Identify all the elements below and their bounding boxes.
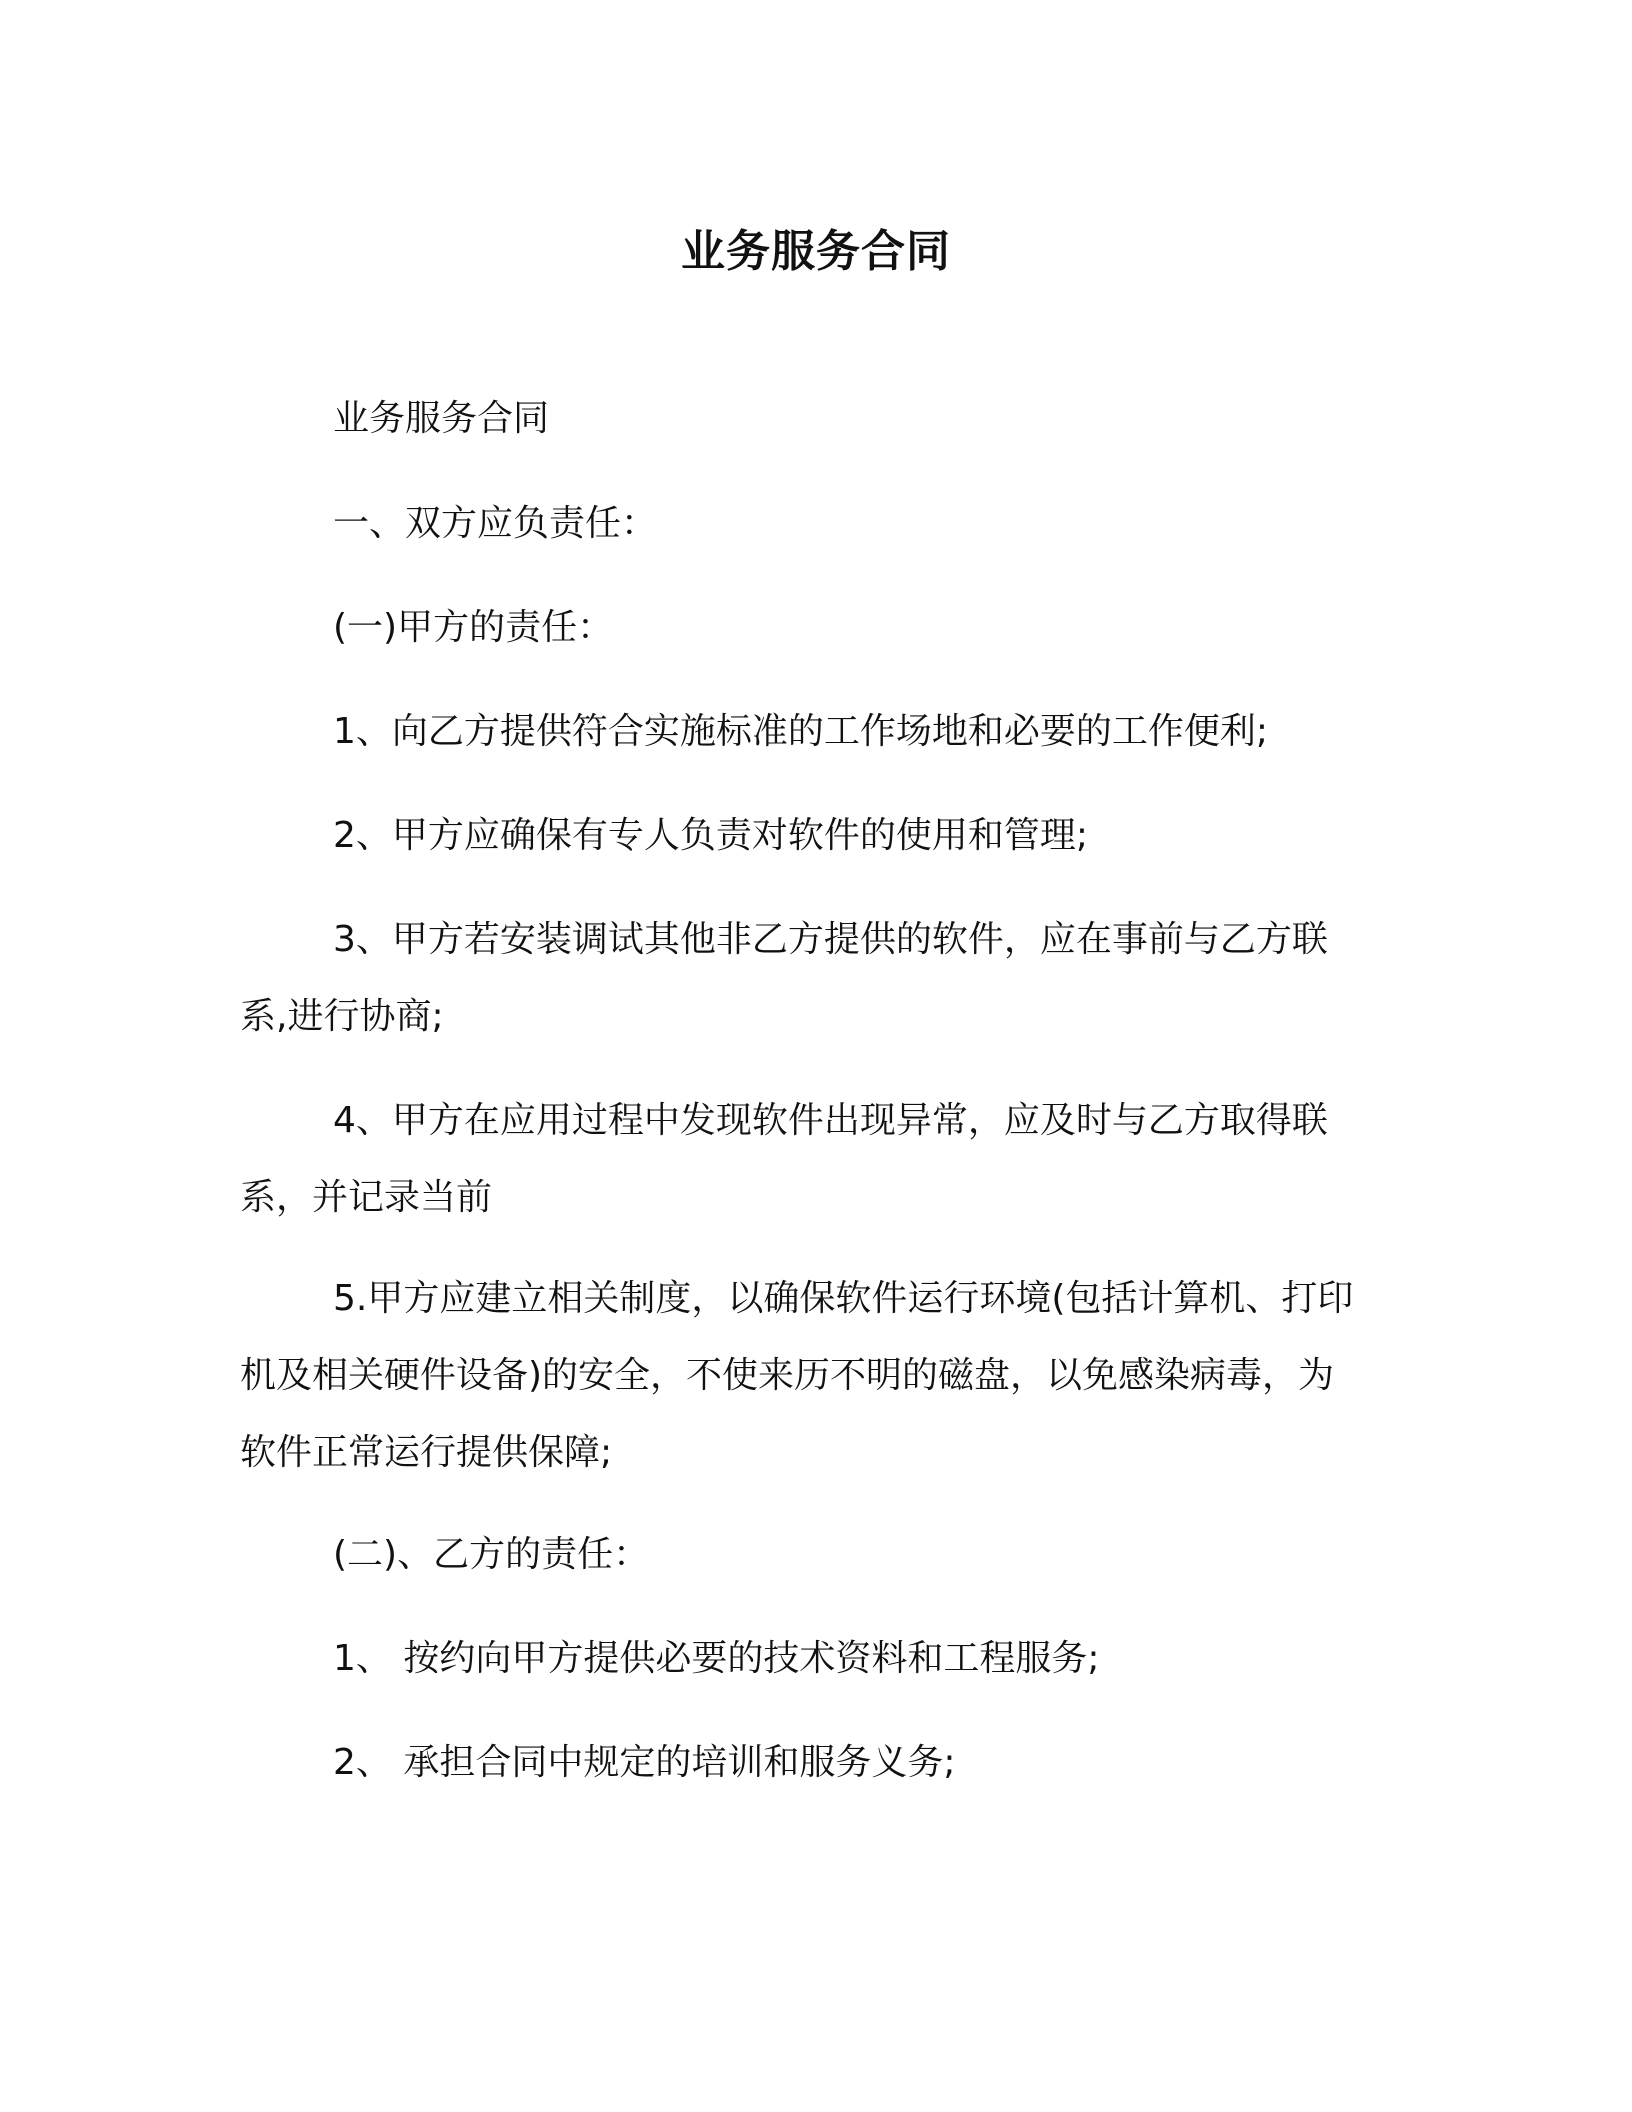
paragraph-party-a-heading xyxy=(240,589,1390,666)
paragraph-line: 5.甲方应建立相关制度，以确保软件运行环境(包括计算机、打印 xyxy=(333,1278,1354,1319)
paragraph-party-b-heading xyxy=(240,1516,1390,1593)
paragraph-line: 机及相关硬件设备)的安全，不使来历不明的磁盘，以免感染病毒，为 xyxy=(240,1355,1335,1396)
paragraph-item-a1 xyxy=(240,693,1390,770)
paragraph-item-a4 xyxy=(240,1082,1390,1236)
paragraph-item-a3 xyxy=(240,901,1390,1055)
paragraph-item-a5 xyxy=(240,1260,1390,1491)
paragraph-line: 3、甲方若安装调试其他非乙方提供的软件，应在事前与乙方联 xyxy=(333,919,1328,960)
paragraph-line: 1、 按约向甲方提供必要的技术资料和工程服务; xyxy=(333,1638,1100,1679)
paragraph-line: (二)、乙方的责任： xyxy=(333,1534,650,1575)
paragraph-line: 2、甲方应确保有专人负责对软件的使用和管理; xyxy=(333,815,1089,856)
paragraph-line: (一)甲方的责任： xyxy=(333,607,614,648)
paragraph-line: 软件正常运行提供保障; xyxy=(240,1432,613,1473)
paragraph-line: 系,进行协商; xyxy=(240,996,444,1037)
paragraph-line: 业务服务合同 xyxy=(333,398,550,439)
paragraph-line: 系，并记录当前 xyxy=(240,1177,493,1218)
paragraph-line: 2、 承担合同中规定的培训和服务义务; xyxy=(333,1742,956,1783)
paragraph-subtitle xyxy=(240,380,1390,457)
paragraph-line: 一、双方应负责任： xyxy=(333,503,658,544)
document-title: 业务服务合同 xyxy=(681,226,951,277)
paragraph-line: 4、甲方在应用过程中发现软件出现异常，应及时与乙方取得联 xyxy=(333,1100,1328,1141)
paragraph-line: 1、向乙方提供符合实施标准的工作场地和必要的工作便利; xyxy=(333,711,1269,752)
paragraph-item-b2 xyxy=(240,1724,1390,1801)
paragraph-section-1 xyxy=(240,485,1390,562)
paragraph-item-a2 xyxy=(240,797,1390,874)
paragraph-item-b1 xyxy=(240,1620,1390,1697)
